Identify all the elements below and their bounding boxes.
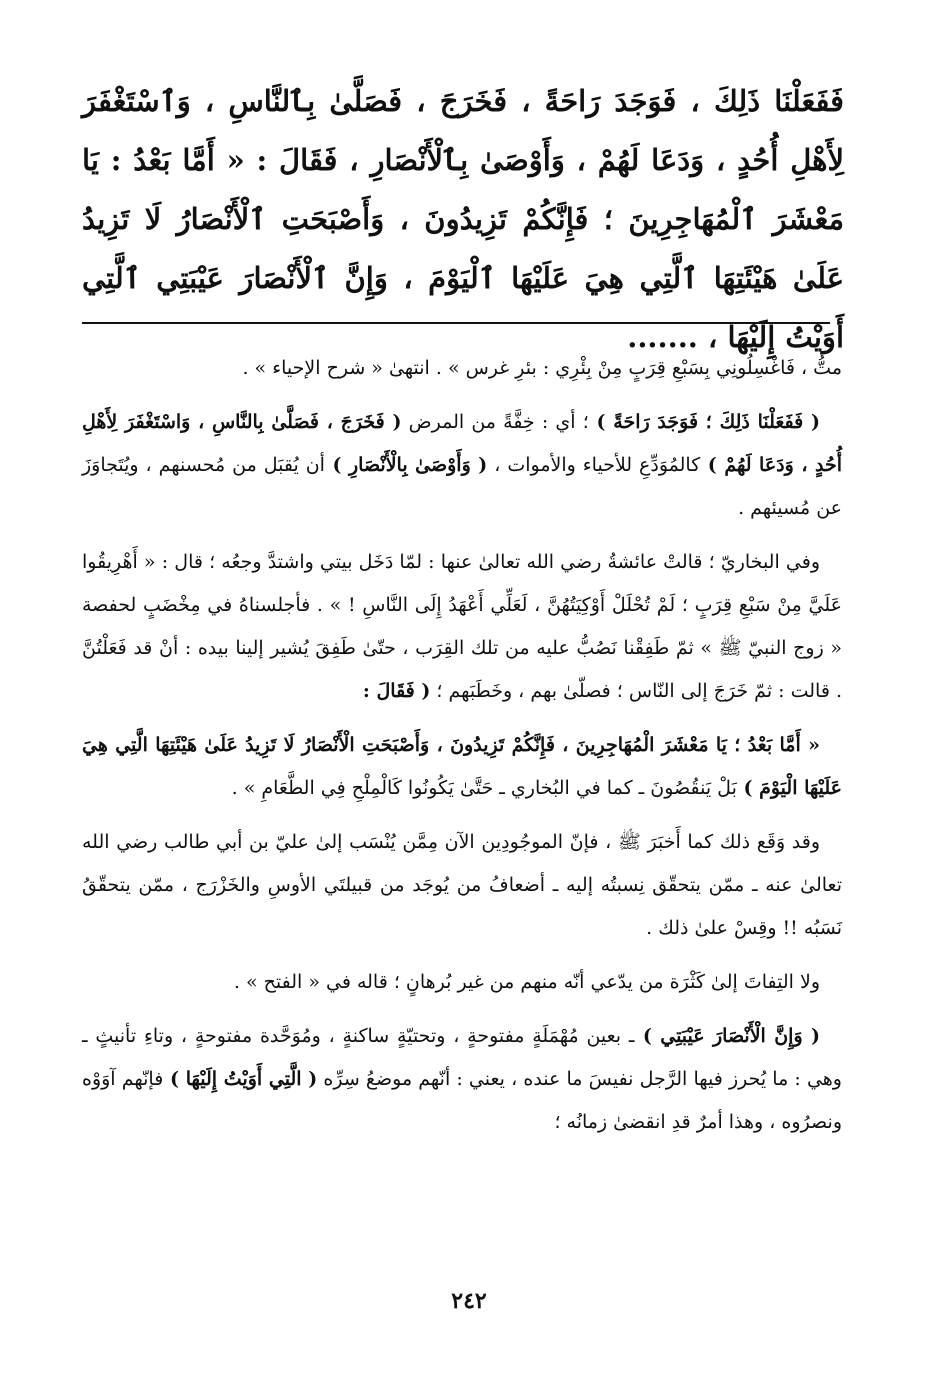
commentary-text: وفي البخاريّ ؛ قالتْ عائشةُ رضي الله تعالىٰ عنها : لمّا دَخَل بيتي واشتدَّ وجعُه ؛ قال : « أَهْرِيقُوا عَلَيَّ مِنْ سَبْعِ قِرَبٍ ؛ لَمْ تُحْلَلْ أَوْكِيَتُهُنَّ ، لَعَلِّي أَعْهَدُ إِلَى النَّاسِ ! » . فأجلسناهُ في مِخْضَبٍ لحفصة « زوج النبيّ ﷺ » ثمّ طَفِقْنا نَصُبُّ عليه من تلك القِرَب ، حتّىٰ طَفِقَ يُشير إلينا بيده : أنْ قد فَعَلْتُنَّ . قالت : ثمّ خَرَجَ إلى النّاس ؛ فصلّىٰ بهم ، وخَطَبَهم ؛ <box>82 551 842 702</box>
commentary-text: متُّ ، فَاغْسِلُونِي بِسَبْعِ قِرَبٍ مِنْ بِئْرِي : بئرِ غرس » . انتهىٰ « شرح الإحياء » . <box>242 357 842 379</box>
commentary-text: وقد وَقَع ذلك كما أَخبَرَ ﷺ ، فإنّ الموجُودِين الآن مِمَّن يُنْسَب إلىٰ عليّ بن أبي طالب رضي الله تعالىٰ عنه ـ ممّن يتحقّق نِسبتُه إليه ـ أضعافُ من يُوجَد من قبيلتَي الأوسِ والخَزْرَج ، ممّن يتحقّقُ نَسَبُه !! وقِسْ علىٰ ذلك . <box>82 831 842 939</box>
commentary-text: بَلْ يَنقُصُونَ ـ كما في البُخاري ـ حَتَّىٰ يَكُونُوا كَالْمِلْحِ فِي الطَّعَامِ » . <box>231 777 737 799</box>
commentary-text: ؛ أي : خِفَّةً من المرض <box>401 411 589 433</box>
commentary-paragraph <box>82 347 842 390</box>
commentary-block <box>82 347 842 1155</box>
commentary-text: كالمُوَدِّعِ للأحياء والأموات ، <box>487 454 701 476</box>
hadith-text: فَفَعَلْنَا ذَلِكَ ، فَوَجَدَ رَاحَةً ، فَخَرَجَ ، فَصَلَّىٰ بِٱلنَّاسِ ، وَٱسْتَغْفَرَ لِأَهْلِ أُحُدٍ ، وَدَعَا لَهُمْ ، وَأَوْصَىٰ بِٱلْأَنْصَارِ ، فَقَالَ : « أَمَّا بَعْدُ : يَا مَعْشَرَ ٱلْمُهَاجِرِينَ ؛ فَإِنَّكُمْ تَزِيدُونَ ، وَأَصْبَحَتِ ٱلْأَنْصَارُ لَا تَزِيدُ عَلَىٰ هَيْئَتِهَا ٱلَّتِي هِيَ عَلَيْهَا ٱلْيَوْمَ ، وَإِنَّ ٱلْأَنْصَارَ عَيْبَتِي ٱلَّتِي أَوَيْتُ إِلَيْهَا ، ....... <box>82 84 844 354</box>
commentary-paragraph <box>82 724 842 810</box>
quoted-hadith-text: ( وَإِنَّ الْأَنْصَارَ عَيْبَتِي ) <box>634 1025 820 1047</box>
commentary-text: فإنّهم آوَوْه ونصرُوه ، وهذا أمرٌ قدِ انقضىٰ زمانُه ؛ <box>82 1068 842 1133</box>
commentary-paragraph <box>82 401 842 530</box>
quoted-hadith-text: ( فَفَعَلْنَا ذَلِكَ ؛ فَوَجَدَ رَاحَةً ) <box>588 411 820 433</box>
quoted-hadith-text: ( فَخَرَجَ ، فَصَلَّىٰ بِالنَّاسِ ، وَاسْتَغْفَرَ لِأَهْلِ أُحُدٍ ، وَدَعَا لَهُمْ ) <box>82 411 842 476</box>
commentary-text: أن يُقبَل من مُحسنهم ، ويُتَجاوَزَ عن مُسيئهم . <box>82 454 842 519</box>
commentary-text: ولا التِفاتَ إلىٰ كَثْرَة من يدّعي أنّه منهم من غير بُرهانٍ ؛ قاله في « الفتح » . <box>233 971 820 993</box>
commentary-paragraph <box>82 541 842 713</box>
commentary-paragraph <box>82 1015 842 1144</box>
quoted-hadith-text: ( وَأَوْصَىٰ بِالْأَنْصَارِ ) <box>324 454 488 476</box>
commentary-paragraph <box>82 961 842 1004</box>
quoted-hadith-text: « أَمَّا بَعْدُ ؛ يَا مَعْشَرَ الْمُهَاجِرِينَ ، فَإِنَّكُمْ تَزِيدُونَ ، وَأَصْبَحَتِ الْأَنْصَارُ لَا تَزِيدُ عَلَىٰ هَيْئَتِهَا الَّتِي هِيَ عَلَيْهَا الْيَوْمَ ) <box>82 734 842 799</box>
commentary-text: ـ بعين مُهْمَلَةٍ مفتوحةٍ ، وتحتيّةٍ ساكنةٍ ، ومُوَحَّدة مفتوحةٍ ، وتاءِ تأنيثٍ ـ وهي : ما يُحرز فيها الرَّجل نفيسَ ما عنده ، يعني : أنّهم موضعُ سِرِّه <box>82 1025 842 1090</box>
quoted-hadith-text: ( الَّتِي أَوَيْتُ إِلَيْهَا ) <box>163 1068 318 1090</box>
page-number: ٢٤٢ <box>451 1288 487 1314</box>
footnote-divider <box>82 322 830 324</box>
quoted-hadith-text: ( فَقَالَ : <box>362 680 431 702</box>
commentary-paragraph <box>82 821 842 950</box>
